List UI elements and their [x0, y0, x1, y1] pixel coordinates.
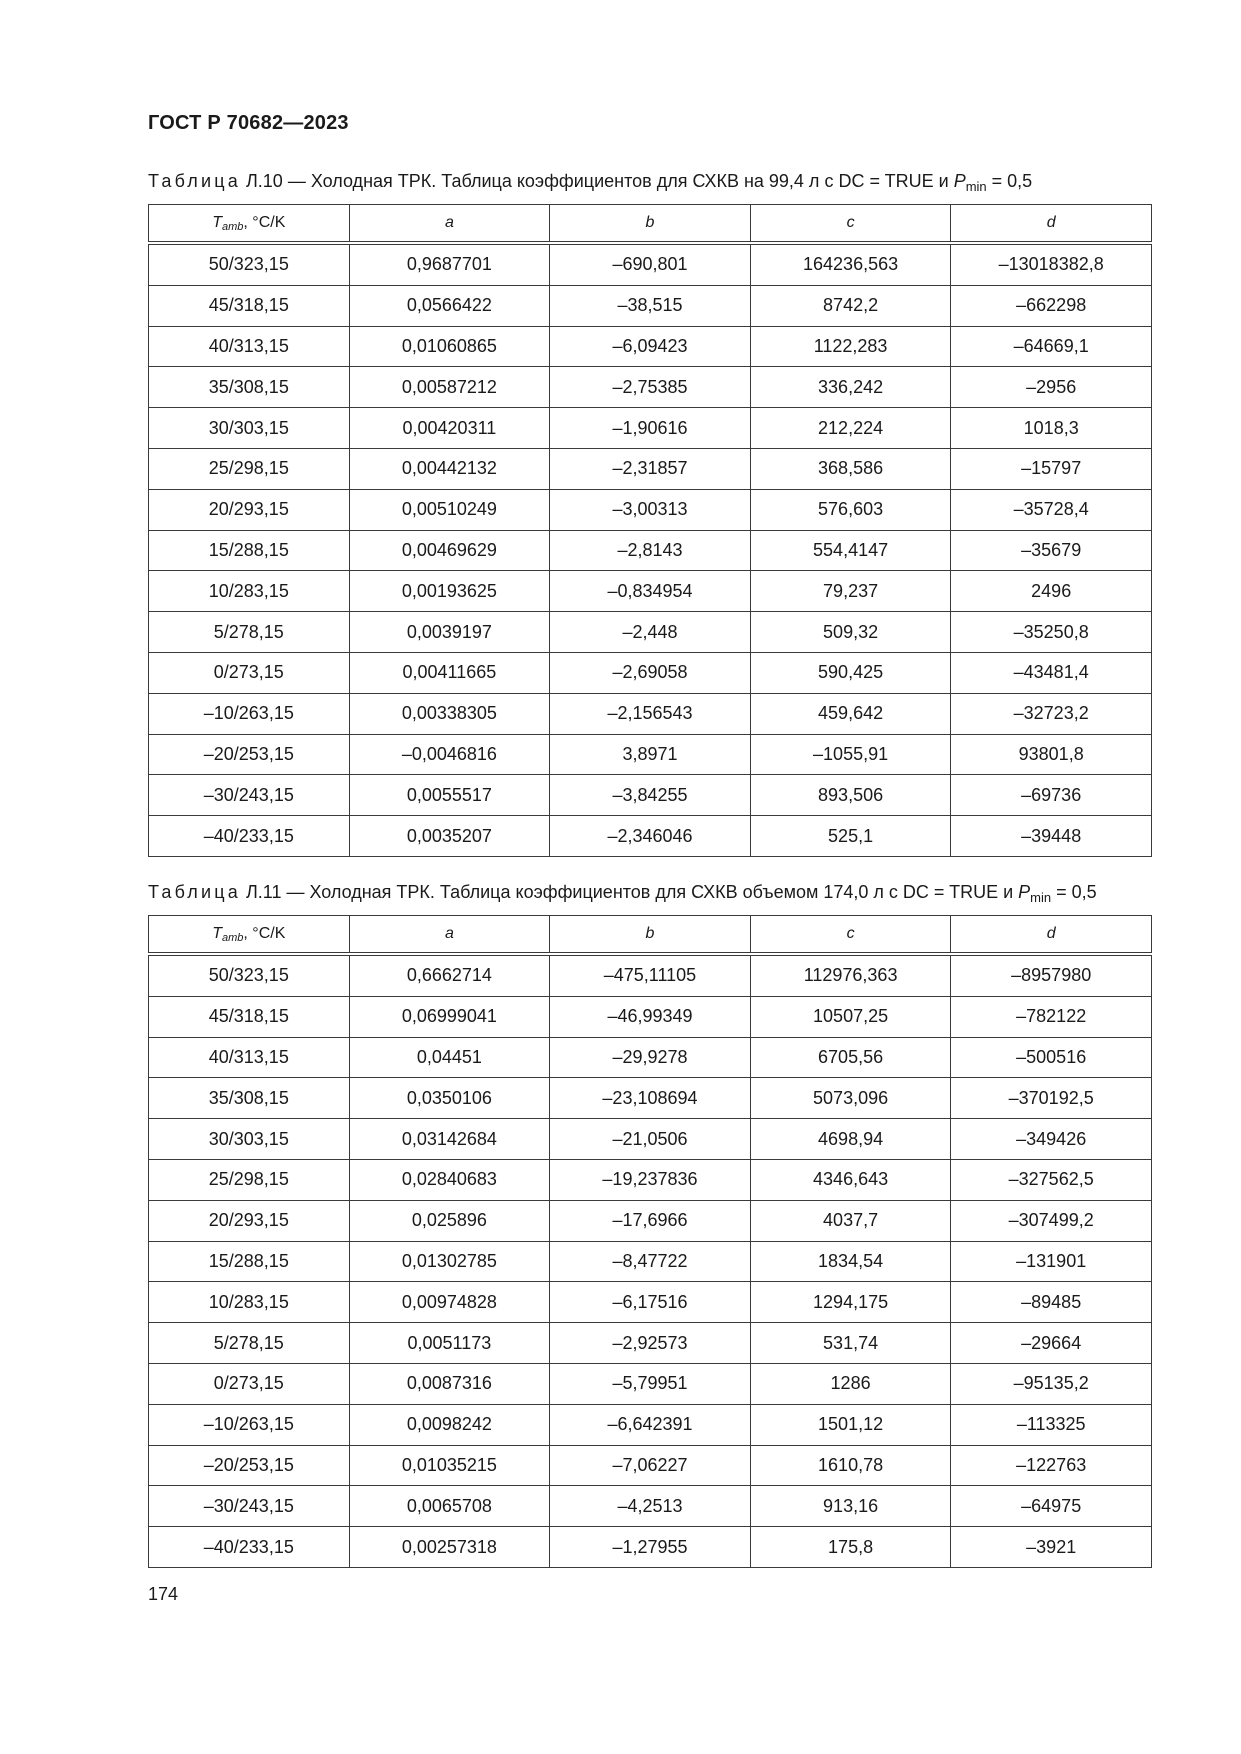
table-cell: 5/278,15 [149, 612, 350, 653]
table-cell: 0,0065708 [349, 1486, 550, 1527]
table-cell: –6,642391 [550, 1404, 751, 1445]
table-row [149, 996, 1152, 1037]
table-cell: 0,0098242 [349, 1404, 550, 1445]
caption-label: Таблица [148, 171, 241, 191]
table-cell: 45/318,15 [149, 996, 350, 1037]
table-cell: 5/278,15 [149, 1323, 350, 1364]
caption-suffix: = 0,5 [986, 171, 1033, 191]
table-cell: 1294,175 [750, 1282, 951, 1323]
table-cell: –69736 [951, 775, 1152, 816]
table-cell: 164236,563 [750, 243, 951, 285]
page-number: 174 [148, 1584, 179, 1604]
table-cell: –4,2513 [550, 1486, 751, 1527]
table-cell: –1,27955 [550, 1527, 751, 1568]
table-cell: 35/308,15 [149, 1078, 350, 1119]
table-cell: –2,346046 [550, 816, 751, 857]
table-cell: 0,02840683 [349, 1159, 550, 1200]
table-cell: 0/273,15 [149, 652, 350, 693]
coefficients-table-l11 [148, 915, 1152, 1568]
table-cell: 112976,363 [750, 954, 951, 996]
table-cell: 35/308,15 [149, 367, 350, 408]
table-row [149, 1282, 1152, 1323]
table-cell: –5,79951 [550, 1363, 751, 1404]
table-cell: 0,00469629 [349, 530, 550, 571]
table-row [149, 243, 1152, 285]
col-header-b: b [550, 916, 751, 955]
table-cell: 1286 [750, 1363, 951, 1404]
table-row [149, 326, 1152, 367]
table-cell: –29,9278 [550, 1037, 751, 1078]
table-cell: –30/243,15 [149, 1486, 350, 1527]
table-cell: –327562,5 [951, 1159, 1152, 1200]
table-cell: 40/313,15 [149, 326, 350, 367]
table-cell: –1,90616 [550, 408, 751, 449]
table-cell: 525,1 [750, 816, 951, 857]
table-cell: 576,603 [750, 489, 951, 530]
table-cell: –6,09423 [550, 326, 751, 367]
table-cell: –2,92573 [550, 1323, 751, 1364]
table-cell: 893,506 [750, 775, 951, 816]
table-cell: –782122 [951, 996, 1152, 1037]
table-cell: 336,242 [750, 367, 951, 408]
table-cell: 15/288,15 [149, 530, 350, 571]
table-cell: 531,74 [750, 1323, 951, 1364]
table-cell: 6705,56 [750, 1037, 951, 1078]
table-cell: 0,00193625 [349, 571, 550, 612]
col-header-tamb: $T_{amb}$, °C/K [149, 205, 350, 244]
table-cell: 0,03142684 [349, 1119, 550, 1160]
table-caption-l11 [148, 882, 1097, 905]
table-row [149, 1159, 1152, 1200]
table-cell: 5073,096 [750, 1078, 951, 1119]
table-cell: –15797 [951, 448, 1152, 489]
table-cell: –131901 [951, 1241, 1152, 1282]
table-cell: 0,00442132 [349, 448, 550, 489]
table-cell: –38,515 [550, 285, 751, 326]
col-header-d: d [951, 205, 1152, 244]
table-cell: –2,31857 [550, 448, 751, 489]
table-cell: 4037,7 [750, 1200, 951, 1241]
table-cell: 93801,8 [951, 734, 1152, 775]
table-cell: 79,237 [750, 571, 951, 612]
table-cell: –19,237836 [550, 1159, 751, 1200]
table-cell: –113325 [951, 1404, 1152, 1445]
table-cell: –35728,4 [951, 489, 1152, 530]
table-row [149, 1527, 1152, 1568]
table-row [149, 1241, 1152, 1282]
table-cell: –46,99349 [550, 996, 751, 1037]
table-cell: 20/293,15 [149, 1200, 350, 1241]
table-cell: –89485 [951, 1282, 1152, 1323]
col-header-a: a [349, 205, 550, 244]
coefficients-table-l10 [148, 204, 1152, 857]
col-header-b: b [550, 205, 751, 244]
table-cell: 590,425 [750, 652, 951, 693]
table-caption-l10 [148, 171, 1032, 194]
table-cell: 15/288,15 [149, 1241, 350, 1282]
table-cell: –21,0506 [550, 1119, 751, 1160]
table-cell: –64669,1 [951, 326, 1152, 367]
table-header-row [149, 916, 1152, 955]
table-cell: 0,01302785 [349, 1241, 550, 1282]
table-cell: –20/253,15 [149, 1445, 350, 1486]
table-row [149, 1363, 1152, 1404]
table-cell: 0,025896 [349, 1200, 550, 1241]
table-cell: –8,47722 [550, 1241, 751, 1282]
table-cell: –690,801 [550, 243, 751, 285]
table-cell: –43481,4 [951, 652, 1152, 693]
table-cell: –370192,5 [951, 1078, 1152, 1119]
table-row [149, 1037, 1152, 1078]
table-cell: –1055,91 [750, 734, 951, 775]
table-cell: 25/298,15 [149, 448, 350, 489]
table-cell: 4346,643 [750, 1159, 951, 1200]
table-cell: 8742,2 [750, 285, 951, 326]
table-cell: –2,448 [550, 612, 751, 653]
table-row [149, 285, 1152, 326]
caption-label: Таблица [148, 882, 241, 902]
p-subscript: min [965, 179, 987, 194]
table-cell: –3,84255 [550, 775, 751, 816]
table-cell: –95135,2 [951, 1363, 1152, 1404]
table-row [149, 1445, 1152, 1486]
table-cell: 1834,54 [750, 1241, 951, 1282]
table-cell: 0,0566422 [349, 285, 550, 326]
caption-suffix: = 0,5 [1051, 882, 1097, 902]
col-header-c: c [750, 205, 951, 244]
table-cell: 0,00338305 [349, 693, 550, 734]
table-cell: –29664 [951, 1323, 1152, 1364]
col-header-a: a [349, 916, 550, 955]
p-subscript: min [1030, 890, 1052, 905]
table-row [149, 1119, 1152, 1160]
col-header-d: d [951, 916, 1152, 955]
table-cell: 0,6662714 [349, 954, 550, 996]
table-cell: –3921 [951, 1527, 1152, 1568]
table-cell: –13018382,8 [951, 243, 1152, 285]
table-cell: –32723,2 [951, 693, 1152, 734]
table-cell: –2,69058 [550, 652, 751, 693]
table-cell: 3,8971 [550, 734, 751, 775]
table-row [149, 652, 1152, 693]
table-row [149, 571, 1152, 612]
table-cell: –3,00313 [550, 489, 751, 530]
table-cell: –10/263,15 [149, 1404, 350, 1445]
table-row [149, 1078, 1152, 1119]
table-cell: 4698,94 [750, 1119, 951, 1160]
col-header-c: c [750, 916, 951, 955]
table-cell: 45/318,15 [149, 285, 350, 326]
table-cell: –0,834954 [550, 571, 751, 612]
table-cell: 0,01035215 [349, 1445, 550, 1486]
table-cell: 554,4147 [750, 530, 951, 571]
table-cell: 459,642 [750, 693, 951, 734]
caption-text: Л.10 — Холодная ТРК. Таблица коэффициентов для СХКВ на 99,4 л с DC = TRUE и [240, 171, 954, 191]
table-cell: –20/253,15 [149, 734, 350, 775]
table-cell: 1501,12 [750, 1404, 951, 1445]
table-row [149, 612, 1152, 653]
table-cell: 0,0055517 [349, 775, 550, 816]
table-cell: 0,0051173 [349, 1323, 550, 1364]
table-cell: 10/283,15 [149, 1282, 350, 1323]
table-cell: 0,00974828 [349, 1282, 550, 1323]
table-cell: –500516 [951, 1037, 1152, 1078]
table-row [149, 367, 1152, 408]
table-row [149, 1486, 1152, 1527]
table-cell: 368,586 [750, 448, 951, 489]
table-row [149, 408, 1152, 449]
table-cell: 913,16 [750, 1486, 951, 1527]
table-cell: 0,0350106 [349, 1078, 550, 1119]
table-row [149, 693, 1152, 734]
table-row [149, 530, 1152, 571]
table-cell: 0,0087316 [349, 1363, 550, 1404]
table-cell: –39448 [951, 816, 1152, 857]
table-cell: –2,8143 [550, 530, 751, 571]
table-cell: 50/323,15 [149, 243, 350, 285]
table-row [149, 734, 1152, 775]
table-cell: 30/303,15 [149, 1119, 350, 1160]
table-cell: –40/233,15 [149, 816, 350, 857]
table-cell: 0,0035207 [349, 816, 550, 857]
table-cell: 175,8 [750, 1527, 951, 1568]
table-cell: –8957980 [951, 954, 1152, 996]
table-row [149, 489, 1152, 530]
table-cell: 509,32 [750, 612, 951, 653]
table-cell: –23,108694 [550, 1078, 751, 1119]
table-row [149, 775, 1152, 816]
table-cell: 0,0039197 [349, 612, 550, 653]
table-cell: –40/233,15 [149, 1527, 350, 1568]
table-cell: 50/323,15 [149, 954, 350, 996]
table-cell: 1018,3 [951, 408, 1152, 449]
table-cell: 0,04451 [349, 1037, 550, 1078]
table-row [149, 1200, 1152, 1241]
col-header-tamb: $T_{amb}$, °C/K [149, 916, 350, 955]
table-cell: 10/283,15 [149, 571, 350, 612]
table-row [149, 954, 1152, 996]
table-cell: 1610,78 [750, 1445, 951, 1486]
table-cell: 0,06999041 [349, 996, 550, 1037]
table-cell: 212,224 [750, 408, 951, 449]
table-cell: –6,17516 [550, 1282, 751, 1323]
table-header-row [149, 205, 1152, 244]
p-symbol: P [1018, 882, 1031, 902]
table-row [149, 1323, 1152, 1364]
table-cell: –10/263,15 [149, 693, 350, 734]
table-cell: –35250,8 [951, 612, 1152, 653]
table-cell: –0,0046816 [349, 734, 550, 775]
table-row [149, 448, 1152, 489]
table-cell: –475,11105 [550, 954, 751, 996]
table-cell: 0/273,15 [149, 1363, 350, 1404]
table-cell: –2,156543 [550, 693, 751, 734]
table-cell: 0,00411665 [349, 652, 550, 693]
table-cell: –122763 [951, 1445, 1152, 1486]
table-cell: 0,9687701 [349, 243, 550, 285]
table-cell: 0,00587212 [349, 367, 550, 408]
table-cell: –2,75385 [550, 367, 751, 408]
table-cell: 30/303,15 [149, 408, 350, 449]
table-cell: –17,6966 [550, 1200, 751, 1241]
p-symbol: P [953, 171, 966, 191]
table-cell: 1122,283 [750, 326, 951, 367]
table-cell: 2496 [951, 571, 1152, 612]
table-cell: 40/313,15 [149, 1037, 350, 1078]
table-cell: 0,01060865 [349, 326, 550, 367]
table-cell: 0,00510249 [349, 489, 550, 530]
table-row [149, 1404, 1152, 1445]
table-cell: 25/298,15 [149, 1159, 350, 1200]
table-cell: –30/243,15 [149, 775, 350, 816]
table-cell: –662298 [951, 285, 1152, 326]
table-cell: –349426 [951, 1119, 1152, 1160]
table-cell: –307499,2 [951, 1200, 1152, 1241]
table-cell: –7,06227 [550, 1445, 751, 1486]
table-row [149, 816, 1152, 857]
table-body [149, 954, 1152, 1567]
table-cell: 20/293,15 [149, 489, 350, 530]
table-cell: –2956 [951, 367, 1152, 408]
table-body [149, 243, 1152, 856]
table-cell: 0,00420311 [349, 408, 550, 449]
table-cell: –64975 [951, 1486, 1152, 1527]
caption-text: Л.11 — Холодная ТРК. Таблица коэффициентов для СХКВ объемом 174,0 л с DC = TRUE и [240, 882, 1019, 902]
table-cell: –35679 [951, 530, 1152, 571]
table-cell: 10507,25 [750, 996, 951, 1037]
table-cell: 0,00257318 [349, 1527, 550, 1568]
document-code: ГОСТ Р 70682—2023 [148, 112, 349, 134]
